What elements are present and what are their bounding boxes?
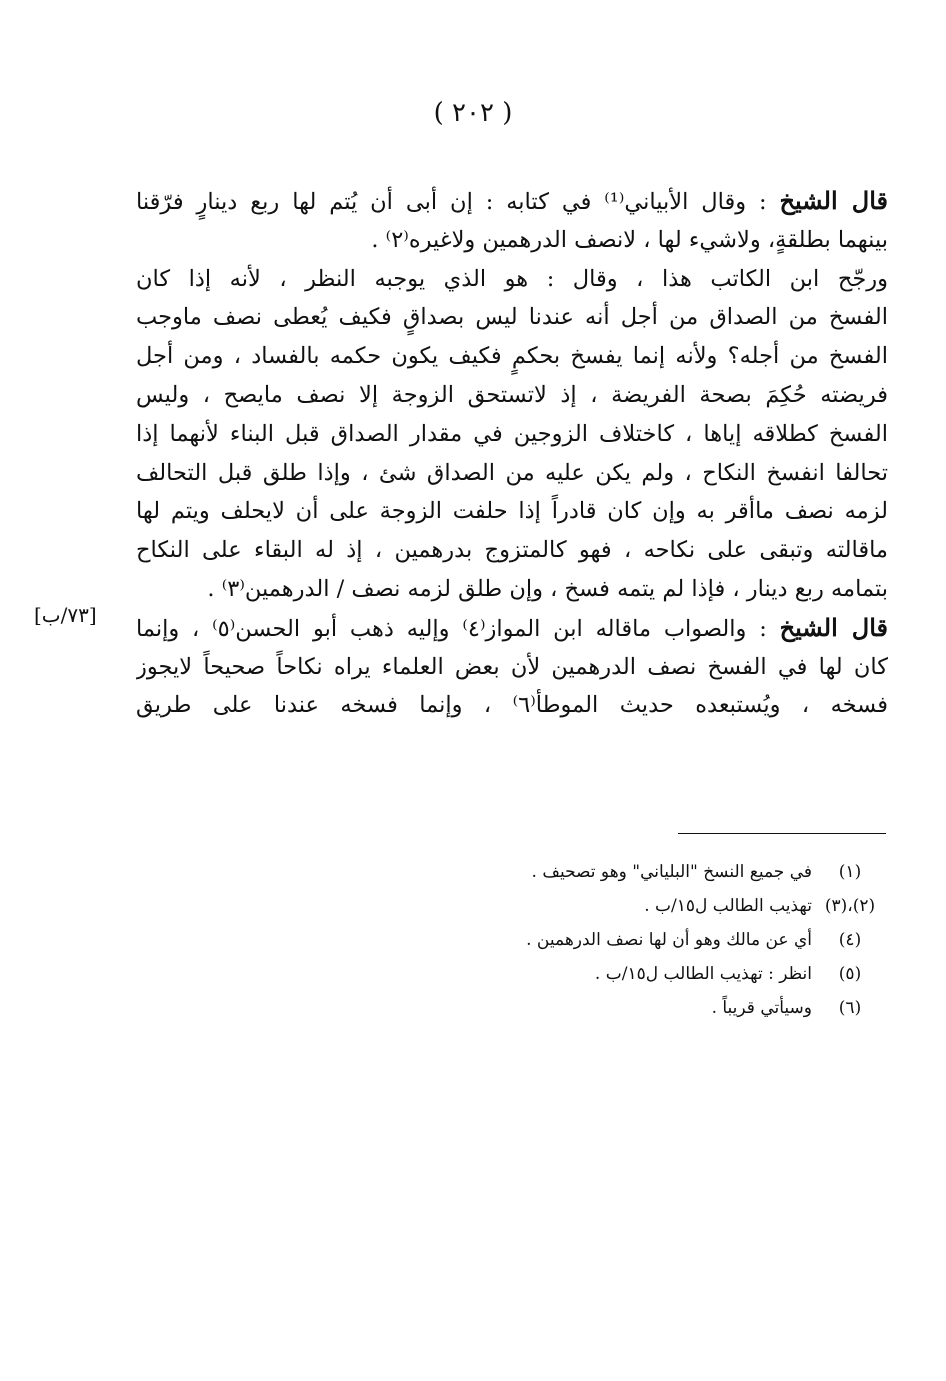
footnote-number: (١): [838, 862, 862, 882]
speaker-label: قال الشيخ: [779, 186, 888, 215]
line-text: لزمه نصف ماأقر به وإن كان قادراً إذا حلفت الزوجة على أن لايحلف ويتم لها: [136, 498, 888, 525]
text-line-7: [136, 415, 888, 454]
text-line-14: [136, 686, 888, 725]
text-line-13: [136, 648, 888, 687]
line-text: : وقال الأبياني⁽¹⁾ في كتابه : إن أبى أن يُتم لها ربع دينارٍ فرّقنا: [136, 189, 780, 215]
line-text: : والصواب ماقاله ابن المواز⁽٤⁾ وإليه ذهب أبو الحسن⁽٥⁾ ، وإنما: [136, 615, 780, 642]
line-text: كان لها في الفسخ نصف الدرهمين لأن بعض العلماء يراه نكاحاً صحيحاً لايجوز: [136, 653, 888, 680]
text-line-4: [136, 298, 888, 337]
page-number: ( ٢٠٢ ): [433, 98, 513, 128]
text-line-1: [136, 182, 888, 221]
footnote-6: [368, 991, 888, 1025]
footnote-number: (٥): [838, 964, 862, 984]
text-line-3: [136, 260, 888, 299]
footnote-text: انظر : تهذيب الطالب ل١٥/ب .: [594, 964, 812, 984]
footnote-divider: [678, 833, 886, 834]
text-line-11: [136, 570, 888, 609]
speaker-label: قال الشيخ: [779, 612, 888, 642]
line-text: الفسخ من أجله؟ ولأنه إنما يفسخ بحكمٍ فكيف يكون حكمه بالفساد ، ومن أجل: [136, 343, 888, 370]
text-line-5: [136, 337, 888, 376]
line-text: الفسخ كطلاقه إياها ، كاختلاف الزوجين في مقدار الصداق قبل البناء لأنهما إذا: [136, 420, 888, 447]
text-line-10: [136, 531, 888, 570]
text-line-8: [136, 454, 888, 493]
line-text: بينهما بطلقةٍ، ولاشيء لها ، لانصف الدرهمين ولاغيره⁽٢⁾ .: [371, 226, 888, 253]
text-line-9: [136, 492, 888, 531]
text-line-6: [136, 376, 888, 415]
footnote-number: (٤): [838, 930, 862, 950]
footnote-text: تهذيب الطالب ل١٥/ب .: [644, 896, 812, 916]
footnote-5: [368, 957, 888, 991]
footnote-4: [368, 923, 888, 957]
line-text: فريضته حُكِمَ بصحة الفريضة ، إذ لاتستحق الزوجة إلا نصف مايصح ، وليس: [136, 381, 888, 408]
footnote-text: وسيأتي قريباً .: [711, 998, 812, 1018]
line-text: بتمامه ربع دينار ، فإذا لم يتمه فسخ ، وإن طلق لزمه نصف / الدرهمين⁽٣⁾ .: [207, 575, 888, 602]
footnote-text: في جميع النسخ "البلياني" وهو تصحيف .: [531, 862, 812, 882]
footnote-2-3: [368, 889, 888, 923]
line-text: ماقالته وتبقى على نكاحه ، فهو كالمتزوج بدرهمين ، إذ له البقاء على النكاح: [136, 537, 888, 564]
manuscript-folio-marker: [٧٣/ب]: [34, 603, 97, 627]
line-text: فسخه ، ويُستبعده حديث الموطأ⁽٦⁾ ، وإنما فسخه عندنا على طريق: [136, 692, 888, 719]
line-text: تحالفا انفسخ النكاح ، ولم يكن عليه من الصداق شئ ، وإذا طلق قبل التحالف: [136, 459, 888, 486]
footnotes: [368, 855, 888, 1025]
footnote-text: أي عن مالك وهو أن لها نصف الدرهمين .: [526, 930, 812, 950]
main-text: [136, 182, 888, 725]
text-line-12: [136, 609, 888, 648]
footnote-1: [368, 855, 888, 889]
line-text: ورجّح ابن الكاتب هذا ، وقال : هو الذي يوجبه النظر ، لأنه إذا كان: [136, 265, 888, 292]
line-text: الفسخ من الصداق من أجل أنه عندنا ليس بصداقٍ فكيف يُعطى نصف ماوجب: [136, 304, 888, 331]
footnote-number: (٦): [838, 998, 862, 1018]
text-line-2: [136, 221, 888, 260]
footnote-number: (٢)،(٣): [824, 896, 876, 916]
